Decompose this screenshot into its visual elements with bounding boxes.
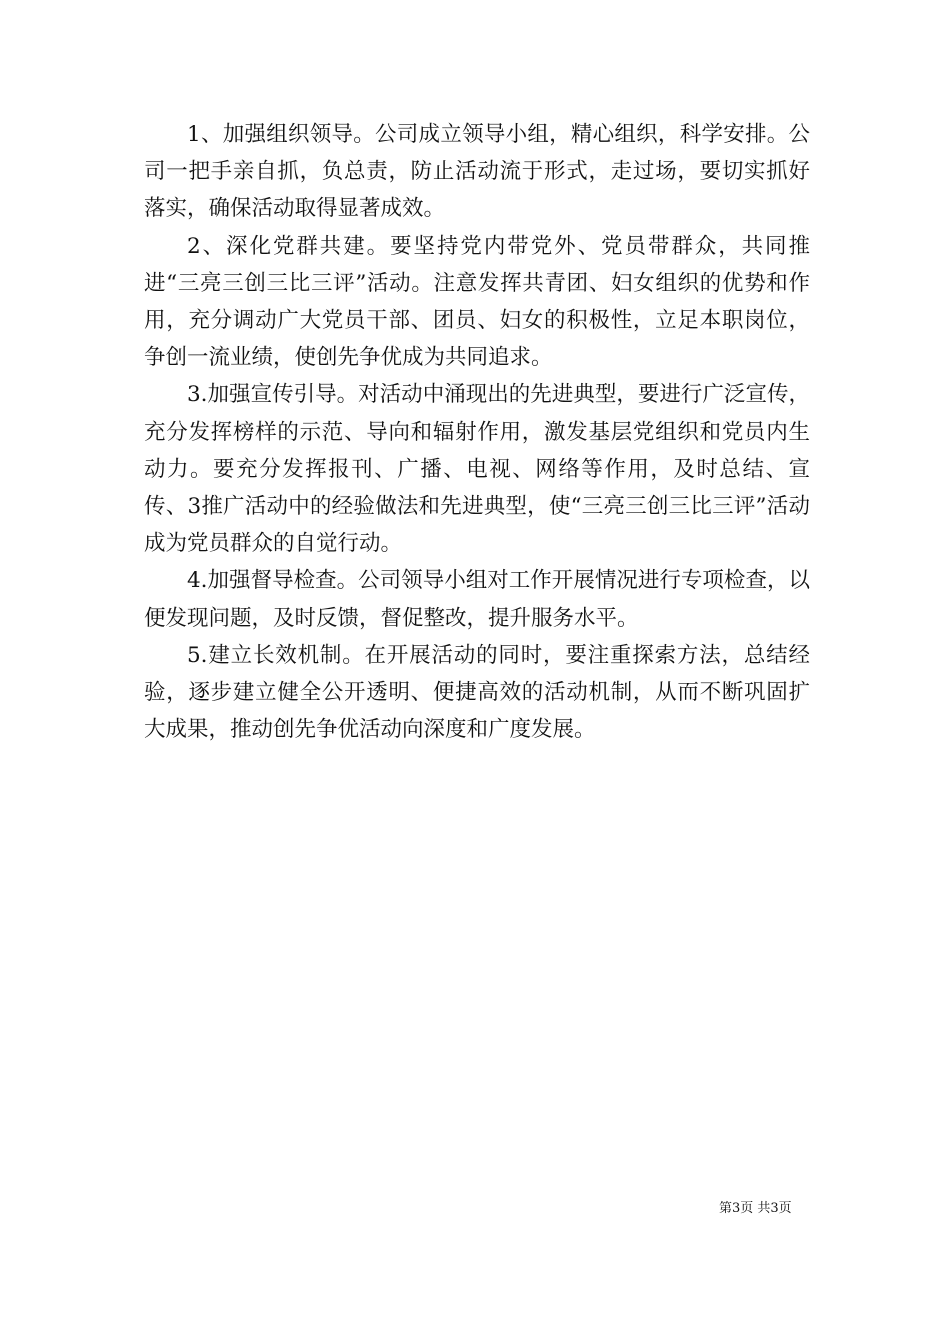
paragraph-organization-leadership: 1、加强组织领导。公司成立领导小组，精心组织，科学安排。公司一把手亲自抓，负总责，防止活动流于形式，走过场，要切实抓好落实，确保活动取得显著成效。 bbox=[144, 122, 810, 222]
paragraph-publicity-guidance: 3.加强宣传引导。对活动中涌现出的先进典型，要进行广泛宣传，充分发挥榜样的示范、导向和辐射作用，激发基层党组织和党员内生动力。要充分发挥报刊、广播、电视、网络等作用，及时总结、宣传、3推广活动中的经验做法和先进典型，使“三亮三创三比三评”活动成为党员群众的自觉行动。 bbox=[144, 382, 810, 557]
paragraph-long-term-mechanism: 5.建立长效机制。在开展活动的同时，要注重探索方法，总结经验，逐步建立健全公开透明、便捷高效的活动机制，从而不断巩固扩大成果，推动创先争优活动向深度和广度发展。 bbox=[144, 642, 810, 743]
document-body bbox=[144, 116, 810, 748]
paragraph-supervision-inspection: 4.加强督导检查。公司领导小组对工作开展情况进行专项检查，以便发现问题，及时反馈，督促整改，提升服务水平。 bbox=[144, 568, 810, 631]
page-number-footer: 第3页 共3页 bbox=[719, 1201, 792, 1216]
paragraph-party-mass-building: 2、深化党群共建。要坚持党内带党外、党员带群众，共同推进“三亮三创三比三评”活动。注意发挥共青团、妇女组织的优势和作用，充分调动广大党员干部、团员、妇女的积极性，立足本职岗位，争创一流业绩，使创先争优成为共同追求。 bbox=[144, 233, 810, 371]
